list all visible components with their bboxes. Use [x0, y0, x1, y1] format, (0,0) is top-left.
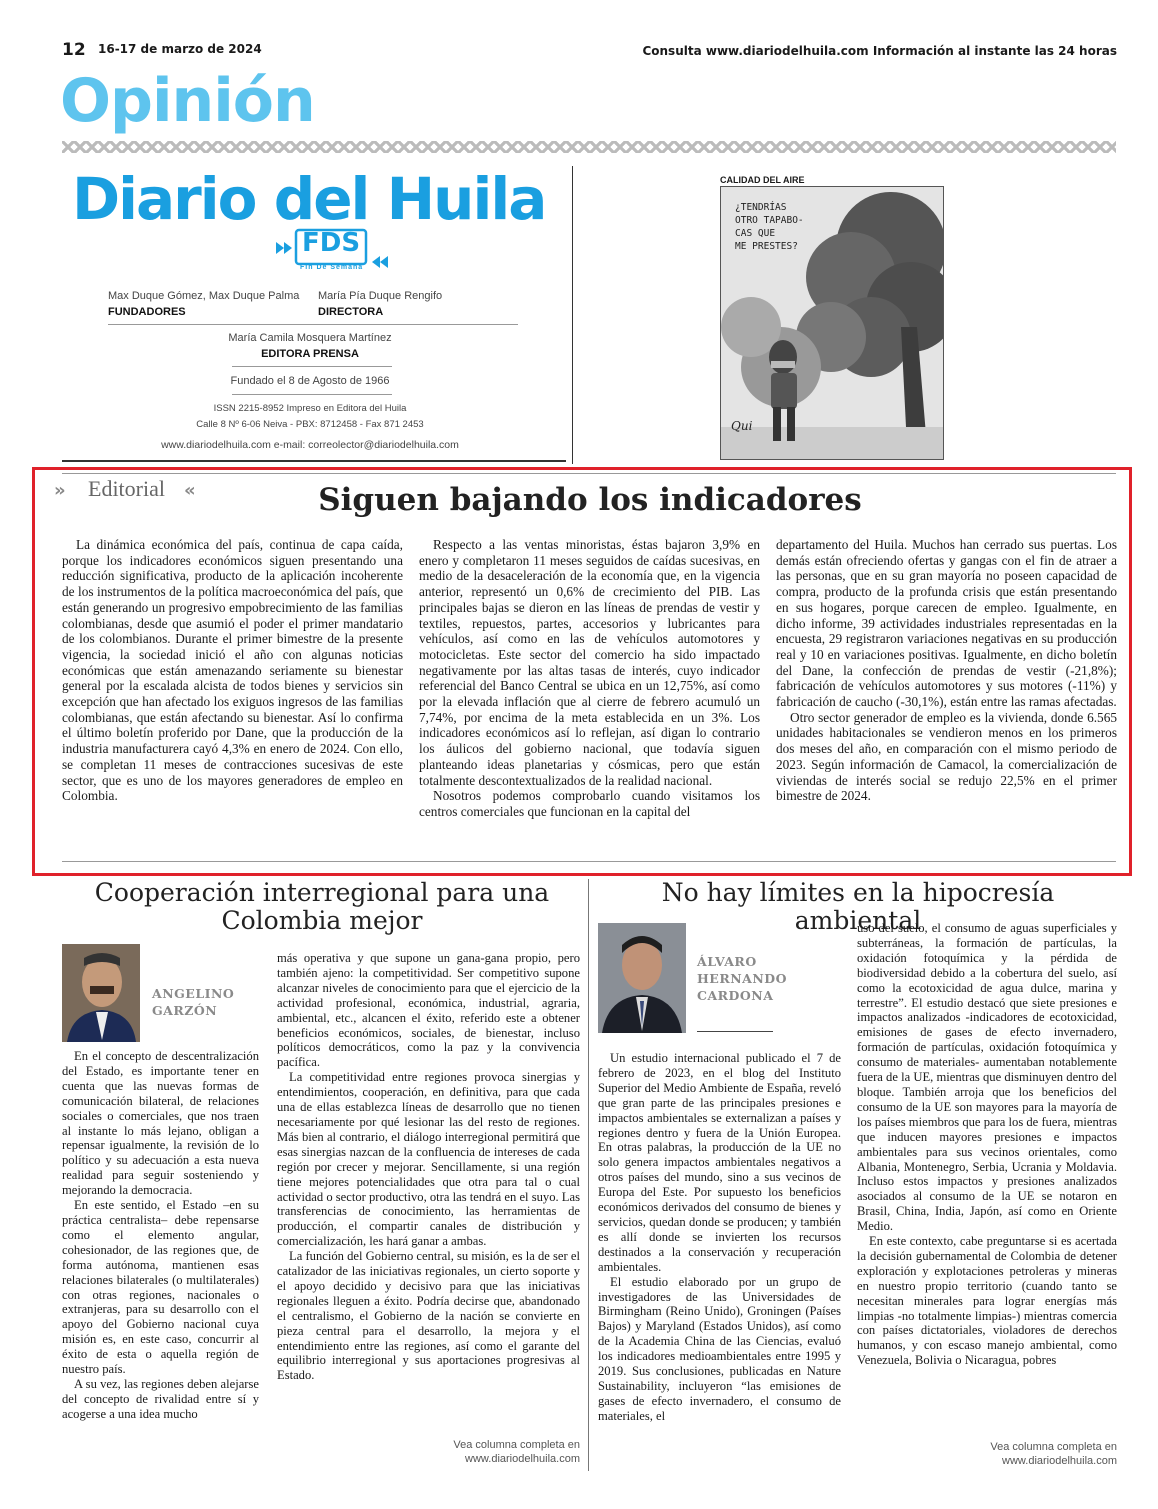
author-photo-alvaro-cardona — [598, 923, 686, 1033]
issue-date: 16-17 de marzo de 2024 — [98, 42, 262, 56]
speech-bubble: ¿TENDRÍAS OTRO TAPABO- CAS QUE ME PRESTES? — [735, 202, 804, 252]
column-right-headline: No hay límites en la hipocresía ambiental — [661, 878, 1055, 935]
fds-subtitle: Fin De Semana — [300, 264, 364, 271]
fds-logo — [276, 226, 388, 272]
author-name-left: ANGELINO GARZÓN — [152, 986, 235, 1018]
author-underline — [697, 1031, 773, 1032]
cartoon-image — [720, 186, 944, 460]
author-name-right: ÁLVARO HERNANDO CARDONA — [697, 954, 788, 1003]
divider — [62, 473, 1116, 474]
address-line: Calle 8 Nº 6-06 Neiva - PBX: 8712458 - Fax 871 2453 — [196, 419, 424, 430]
editorial-column-3: departamento del Huila. Muchos han cerrado sus puertas. Los demás están ofreciendo ofertas y gangas con el fin de atraer a las personas, que en su gran mayoría no poseen capacidad de compra, producto de la profunda crisis que están presentando en sus hogares, porque carecen de empleo. Igualmente, en dicho informe, 39 actividades industriales representadas en la encuesta, 29 registraron variaciones negativas en su producción real y 10 en variaciones positivas. Igualmente, en dicho boletín del Dane, la confección de prendas de vestir (-21,8%); fabricación de vehículos automotores y sus motores (-11%) y fabricación de caucho (-30,1%), están entre las ramas afectadas. Otro sector generador de empleo es la vivienda, donde 6.565 unidades habitacionales se vendieron menos en los primeros dos meses del año, en comparación con el mismo periodo de 2023. Según información de Camacol, la comercialización de viviendas de interés social se redujo 22,5% en el primer bimestre de 2024. — [776, 537, 1117, 804]
director-name: María Pía Duque Rengifo — [318, 290, 443, 302]
read-more-link-left[interactable]: www.diariodelhuila.com — [465, 1453, 580, 1465]
divider — [62, 861, 1116, 862]
divider — [108, 324, 518, 325]
double-chevron-left-icon: « — [184, 480, 196, 501]
divider — [232, 394, 392, 395]
page-number: 12 — [62, 40, 86, 60]
web-email-line: www.diariodelhuila.com e-mail: correolector@diariodelhuila.com — [161, 439, 459, 451]
read-more-link-right[interactable]: www.diariodelhuila.com — [1002, 1455, 1117, 1467]
editorial-column-1: La dinámica económica del país, continua de capa caída, porque los indicadores económicos siguen presentando una reducción significativa, producto de la aplicación incoherente de los instrumentos de la política macroeconómica del país, que están generando un progresivo empobrecimiento de las familias colombianas, desde que asumió el poder el primer mandatario de los colombianos. Durante el primer bimestre de la presente vigencia, la sociedad inició el año con algunas noticias económicas que están amenazando seriamente su bienestar general por la escalada alcista de todos bienes y servicios sin excepción que han afectado los exiguos ingresos de las familias colombianas, que están afectando su bienestar. Así lo confirma el último boletín proferido por Dane, que la producción de la industria manufacturera cayó 4,3% en enero de 2024. Con ello, se completan 11 meses de contracciones sucesivas de este sector, que es uno de los mayores generadores de empleo en Colombia. — [62, 537, 403, 804]
editorial-column-2: Respecto a las ventas minoristas, éstas bajaron 3,9% en enero y completaron 11 meses seguidos de caídas sucesivas, en medio de la desaceleración de la economía que, en la vigencia anterior, representó un 0,6% de crecimiento del PIB. Las principales bajas se dieron en las líneas de prendas de vestir y textiles, repuestos, partes, accesorios y lubricantes para vehículos, así como en las de vehículos automotores y motocicletas. Este sector del comercio ha sido impactado negativamente por las altas tasas de interés, cuyo indicador referencial del Banco Central se ubica en un 12,75%, así como por la elevada inflación que al cierre de febrero acumuló un 7,74%, por encima de la meta establecida en un 3%. Los indicadores económicos así lo reflejan, así digan lo contrario los áulicos del gobierno nacional, que todavía siguen planteando ideas planetarias y cósmicas, pero que están totalmente descontextualizados de la realidad nacional. Nosotros podemos comprobarlo cuando visitamos los centros comerciales que funcionan en la capital del — [419, 537, 760, 819]
editorial-kicker-label: Editorial — [88, 476, 165, 501]
founders-role: FUNDADORES — [108, 306, 186, 318]
decorative-zigzag-rule — [62, 141, 1116, 153]
divider — [232, 366, 392, 367]
director-role: DIRECTORA — [318, 306, 384, 318]
column-left-text-2: más operativa y que supone un gana-gana propio, pero también ajeno: la competitividad. Ser competitivo supone alcanzar niveles de conocimiento para que el ejercicio de la actividad profesional, económica, industrial, agraria, ambiental, etc., alcancen el éxito, referido este a obtener beneficios económicos, sociales, de bienestar, incluso políticos democráticos, como la paz y la convivencia pacífica. La competitividad entre regiones provoca sinergias y entendimientos, cooperación, en definitiva, para que cada una de ellas establezca líneas de desarrollo que no tienen necesariamente por qué lesionar las del resto de regiones. Más bien al contrario, el diálogo interregional permitirá que esas sinergias nazcan de la confluencia de intereses de cada región por crecer y mejorar. Sencillamente, si una región tiene mejores potencialidades que otra para tal o cual actividad o sector productivo, otra las tendrá en el suyo. Las transferencias de conocimiento, las herramientas de producción, el compartir canales de distribución y comercialización, les hará ganar a ambas. La función del Gobierno central, su misión, es la de ser el catalizador de las iniciativas regionales, un cierto soporte y el apoyo decidido y decisivo para que las iniciativas regionales lleguen a éxito. Podría decirse que, abandonado el centralismo, el Gobierno de la nación se convierte en pieza central para el desarrollo, la mejora y el entendimiento entre las regiones, así como el garante del equilibrio interregional y sus aportaciones progresivas al Estado. — [277, 951, 580, 1383]
cartoonist-signature: Qui — [731, 419, 753, 433]
vertical-divider — [572, 166, 573, 464]
double-chevron-right-icon: » — [54, 480, 66, 501]
read-more-left: Vea columna completa en www.diariodelhuila.com — [380, 1438, 580, 1466]
founders-names: Max Duque Gómez, Max Duque Palma — [108, 290, 300, 302]
masthead-bottom-rule — [62, 460, 566, 462]
cartoon-caption: CALIDAD DEL AIRE — [720, 175, 805, 185]
editor-name: María Camila Mosquera Martínez — [228, 332, 392, 344]
column-left-text-1: En el concepto de descentralización del Estado, es importante tener en cuenta que las nuevas formas de comunicación bilateral, de relaciones sociales o comerciales, que nos traen al instante lo más lejano, obligan a repensar igualmente, la revisión de lo político y su adecuación a esta nueva realidad para seguir sosteniendo y mejorando la democracia. En este sentido, el Estado –en su práctica centralista– debe repensarse como el elemento angular, cohesionador, de las regiones que, de forma autónoma, mantienen esas relaciones bilaterales (o multilaterales) con otras regiones, nacionales o extranjeras, para su desarrollo con el apoyo del Gobierno nacional cuya misión es, en este caso, concurrir al éxito de esta o aquella región de nuestro país. A su vez, las regiones deben alejarse del concepto de rivalidad entre sí y acogerse a una idea mucho — [62, 1049, 259, 1421]
column-right-text-2: uso del suelo, el consumo de aguas superficiales y subterráneas, la formación de partículas, la oxidación fotoquímica y la pérdida de biodiversidad debido a la cobertura del suelo, así como la ecotoxicidad de agua dulce, marina y terrestre”. El estudio destacó que siete presiones e impactos analizados -indicadores de ecotoxicidad, emisiones de gases de efecto invernadero, formación de partículas, oxidación fotoquímica y consumo de materiales- aumentaban notablemente fuera de la UE, mientras que disminuyen dentro del bloque. También arroja que los beneficios del consumo de la UE son mayores para la mayoría de los países miembros que para los de fuera, mientras que inducen mayores presiones e impactos ambientales para sus vecinos orientales, como Albania, Montenegro, Serbia, Ucrania y Moldavia. Incluso estos impactos y presiones analizados asociados al consumo de la UE se notaron en Brasil, China, India, Japón, así como en Oriente Medio. En este contexto, cabe preguntarse si es acertada la decisión gubernamental de Colombia de detener exploración y explotaciones petroleras y mineras en nuestro propio territorio (cuando tanto se necesitan minerales para lograr energías más limpias -no totalmente limpias-) mientras comercia con países dictatoriales, violadores de derechos humanos, y con escaso manejo ambiental, como Venezuela, Bolivia o Nicaragua, pobres — [857, 921, 1117, 1368]
editorial-headline: Siguen bajando los indicadores — [318, 482, 862, 518]
section-title: Opinión — [60, 66, 315, 136]
author-photo-angelino-garzon — [62, 944, 140, 1042]
column-right-text-1: Un estudio internacional publicado el 7 de febrero de 2023, en el blog del Instituto Superior del Medio Ambiente de España, reveló que gran parte de las principales presiones e impactos ambientales se externalizan a países y regiones dentro y fuera de la Unión Europea. En otras palabras, la producción de la UE no solo genera impactos ambientales negativos a otros países del mundo, sino a sus vecinos de Europa del Este. Por supuesto los beneficios económicos derivados del consumo de bienes y servicios, quedan donde se producen; y también es allí donde se invierten los recursos destinados a la conservación y recuperación ambientales. El estudio elaborado por un grupo de investigadores de las Universidades de Birmingham (Reino Unido), Groningen (Países Bajos) y Maryland (Estados Unidos), así como de la Academia China de las Ciencias, evaluó los indicadores medioambientales entre 1995 y 2019. Sus conclusiones, publicadas en Nature Sustainability, incluyeron “las emisiones de gases de efecto invernadero, el consumo de materiales, el — [598, 1051, 841, 1423]
issn-line: ISSN 2215-8952 Impreso en Editora del Huila — [213, 403, 407, 414]
fds-text: FDS — [302, 228, 361, 258]
editorial-kicker — [54, 478, 214, 502]
vertical-divider — [588, 879, 589, 1471]
masthead-logo: Diario del Huila — [72, 165, 546, 233]
consult-line: Consulta www.diariodelhuila.com Información al instante las 24 horas — [642, 44, 1117, 58]
founded-date: Fundado el 8 de Agosto de 1966 — [230, 375, 390, 387]
read-more-right: Vea columna completa en www.diariodelhuila.com — [917, 1440, 1117, 1468]
column-left-headline: Cooperación interregional para una Colombia mejor — [94, 878, 550, 935]
editor-role: EDITORA PRENSA — [261, 348, 359, 360]
